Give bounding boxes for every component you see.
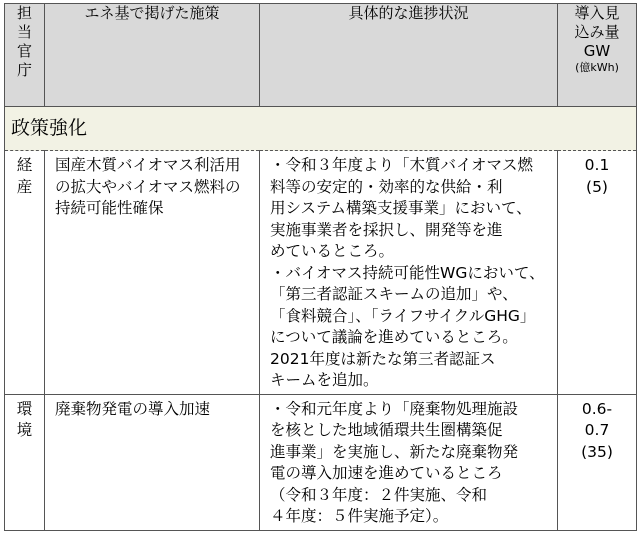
- amount-value: 0.1: [584, 156, 610, 174]
- ministry-char: 境: [16, 421, 33, 439]
- measure-cell: 廃棄物発電の導入加速: [45, 394, 260, 530]
- ministry-char: 環: [16, 399, 33, 418]
- progress-line: について議論を進めているところ。: [270, 328, 518, 346]
- header-row: [5, 4, 637, 107]
- ministry-char: 産: [16, 177, 33, 196]
- header-ministry-char: 庁: [16, 61, 32, 79]
- ministry-char: 経: [16, 156, 33, 174]
- amount-value: (5): [586, 177, 608, 196]
- progress-cell: [260, 151, 558, 395]
- measure-cell: 国産木質バイオマス利活用の拡大やバイオマス燃料の持続可能性確保: [45, 151, 260, 395]
- progress-line: めているところ。: [270, 242, 395, 260]
- progress-line: 「第三者認証スキームの追加」や、: [270, 285, 518, 303]
- header-amount-unit: (億kWh): [575, 61, 619, 74]
- header-ministry-char: 担: [16, 4, 32, 22]
- ministry-cell: [5, 394, 45, 530]
- policy-table: [4, 3, 637, 531]
- header-ministry-char: 官: [16, 42, 32, 60]
- header-ministry-char: 当: [16, 23, 32, 41]
- amount-value: 0.7: [584, 421, 610, 439]
- progress-line: 電の導入加速を進めているところ: [270, 464, 503, 482]
- header-amount-line: 導入見: [574, 4, 620, 22]
- header-amount: [558, 4, 637, 107]
- progress-line: 2021年度は新たな第三者認証ス: [270, 349, 496, 368]
- table-row: [5, 151, 637, 395]
- amount-value: (35): [581, 442, 613, 461]
- progress-line: ・令和３年度より「木質バイオマス燃: [270, 156, 534, 174]
- progress-line: 料等の安定的・効率的な供給・利: [270, 177, 503, 196]
- progress-line: （令和３年度：２件実施、令和: [270, 485, 488, 504]
- header-amount-line: 込み量: [574, 23, 620, 41]
- header-measure: エネ基で掲げた施策: [45, 4, 260, 107]
- amount-value: 0.6-: [581, 399, 613, 418]
- section-row: [5, 107, 637, 151]
- table-row: [5, 394, 637, 530]
- progress-line: 実施事業者を採択し、開発等を進: [270, 220, 503, 239]
- progress-line: 進事業」を実施し、新たな廃棄物発: [270, 442, 519, 461]
- progress-cell: [260, 394, 558, 530]
- progress-line: 「食料競合」、「ライフサイクルGHG」: [270, 306, 536, 325]
- header-ministry: [5, 4, 45, 107]
- amount-cell: [558, 394, 637, 530]
- progress-line: 用システム構築支援事業」において、: [270, 199, 532, 217]
- progress-line: ・令和元年度より「廃棄物処理施設: [270, 399, 519, 418]
- progress-line: を核とした地域循環共生圏構築促: [270, 421, 503, 439]
- header-amount-line: GW: [583, 42, 611, 60]
- progress-line: ４年度：５件実施予定）。: [270, 507, 449, 525]
- header-progress: 具体的な進捗状況: [260, 4, 558, 107]
- progress-line: キームを追加。: [270, 371, 379, 389]
- progress-line: ・バイオマス持続可能性WGにおいて、: [270, 263, 545, 282]
- ministry-cell: [5, 151, 45, 395]
- amount-cell: [558, 151, 637, 395]
- section-title: 政策強化: [5, 107, 637, 151]
